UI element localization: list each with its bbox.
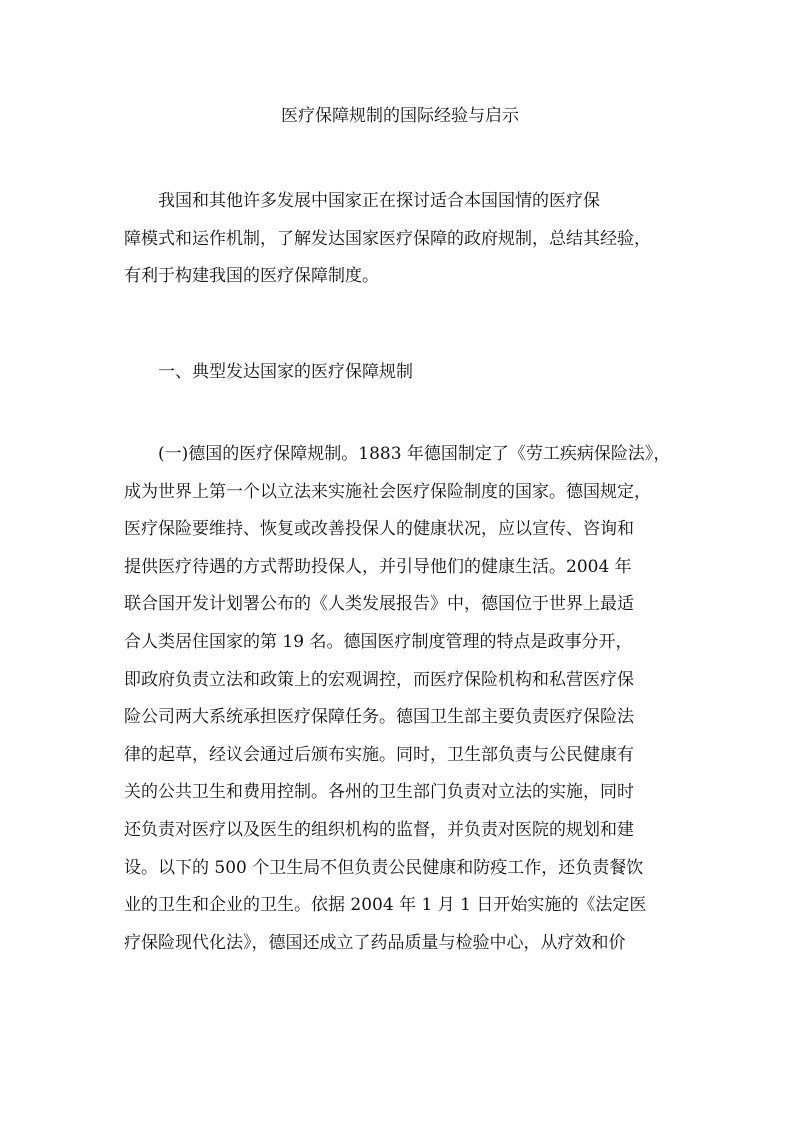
body-line: 还负责对医疗以及医生的组织机构的监督，并负责对医院的规划和建 (124, 819, 634, 840)
body-line: 疗保险现代化法》，德国还成立了药品质量与检验中心，从疗效和价 (124, 932, 626, 953)
section-heading (124, 354, 684, 392)
body-line: 律的起草，经议会通过后颁布实施。同时，卫生部负责与公民健康有 (124, 744, 634, 765)
intro-line: 我国和其他许多发展中国家正在探讨适合本国国情的医疗保 (158, 191, 600, 211)
intro-line: 有利于构建我国的医疗保障制度。 (124, 266, 379, 287)
body-line: 设。以下的 500 个卫生局不但负责公民健康和防疫工作，还负责餐饮 (124, 857, 644, 878)
body-line: 险公司两大系统承担医疗保障任务。德国卫生部主要负责医疗保险法 (124, 707, 634, 728)
body-line: 医疗保险要维持、恢复或改善投保人的健康状况，应以宣传、咨询和 (124, 519, 634, 540)
body-line: 即政府负责立法和政策上的宏观调控，而医疗保险机构和私营医疗保 (124, 669, 634, 690)
body-line: 关的公共卫生和费用控制。各州的卫生部门负责对立法的实施，同时 (124, 782, 634, 803)
section-heading-text: 一、典型发达国家的医疗保障规制 (158, 362, 413, 382)
body-paragraph (124, 436, 684, 962)
body-line: 联合国开发计划署公布的《人类发展报告》中，德国位于世界上最适 (124, 594, 634, 615)
body-line: (一)德国的医疗保障规制。1883 年德国制定了《劳工疾病保险法》， (158, 444, 671, 464)
intro-paragraph (124, 183, 684, 296)
intro-line: 障模式和运作机制，了解发达国家医疗保障的政府规制，总结其经验， (124, 228, 651, 249)
body-line: 提供医疗待遇的方式帮助投保人，并引导他们的健康生活。2004 年 (124, 556, 632, 577)
document-title: 医疗保障规制的国际经验与启示 (281, 106, 519, 126)
body-line: 成为世界上第一个以立法来实施社会医疗保险制度的国家。德国规定， (124, 481, 651, 502)
body-line: 业的卫生和企业的卫生。依据 2004 年 1 月 1 日开始实施的《法定医 (124, 895, 647, 916)
body-line: 合人类居住国家的第 19 名。德国医疗制度管理的特点是政事分开， (124, 631, 633, 652)
